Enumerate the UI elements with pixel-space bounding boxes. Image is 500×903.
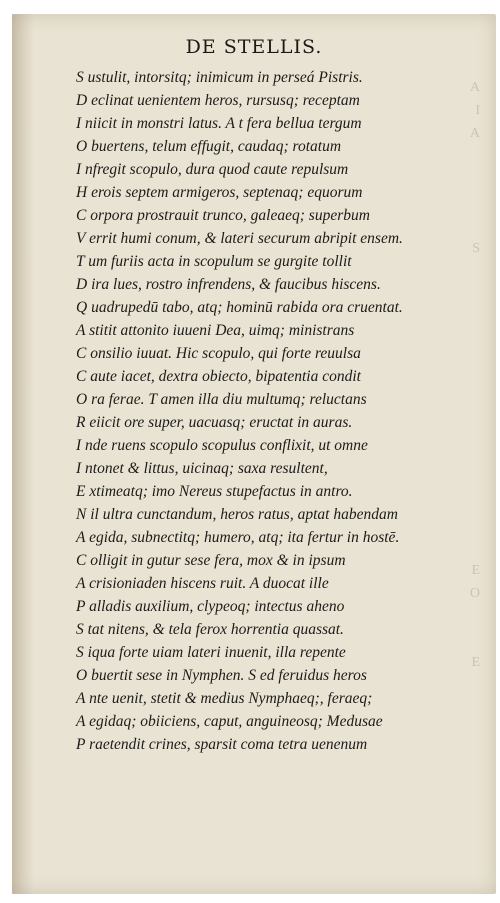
show-through-letter xyxy=(440,421,480,444)
verse-line: I nfregit scopulo, dura quod caute repulsum xyxy=(76,161,349,178)
verse-line: N il ultra cunctandum, heros ratus, aptat habendam xyxy=(76,506,398,523)
show-through-letter xyxy=(440,490,480,513)
show-through-letter xyxy=(440,145,480,168)
verse-line: E xtimeatq; imo Nereus stupefactus in antro. xyxy=(76,483,353,500)
show-through-letter xyxy=(440,306,480,329)
verse-line: D eclinat uenientem heros, rursusq; receptam xyxy=(76,92,360,109)
verse-line: C orpora prostrauit trunco, galeaeq; superbum xyxy=(76,207,370,224)
show-through-letter: S xyxy=(472,241,480,256)
show-through-letter xyxy=(440,283,480,306)
show-through-letter xyxy=(440,398,480,421)
show-through-letter xyxy=(440,605,480,628)
show-through-letter xyxy=(440,352,480,375)
verse-line: A egidaq; obiiciens, caput, anguineosq; Medusae xyxy=(76,713,383,730)
verse-line: S ustulit, intorsitq; inimicum in perseá Pistris. xyxy=(76,69,363,86)
book-page xyxy=(12,14,496,894)
verse-line: I nde ruens scopulo scopulus conflixit, ut omne xyxy=(76,437,368,454)
verse-line: A crisioniaden hiscens ruit. A duocat ille xyxy=(76,575,329,592)
verse-lines xyxy=(76,66,436,756)
verse-line: I niicit in monstri latus. A t fera bellua tergum xyxy=(76,115,362,132)
show-through-letter xyxy=(440,697,480,720)
running-head: DE STELLIS. xyxy=(185,36,323,58)
show-through-letter xyxy=(440,214,480,237)
gutter-shadow xyxy=(12,14,34,894)
verse-line: R eiicit ore super, uacuasq; eructat in auras. xyxy=(76,414,353,431)
verse-line: V errit humi conum, & lateri securum abripit ensem. xyxy=(76,230,403,247)
verse-line: P raetendit crines, sparsit coma tetra uenenum xyxy=(76,736,368,753)
show-through-letter: O xyxy=(469,586,480,601)
show-through-letter xyxy=(440,720,480,743)
show-through-letter xyxy=(440,467,480,490)
verse-line: I ntonet & littus, uicinaq; saxa resultent, xyxy=(76,460,328,477)
verse-line: T um furiis acta in scopulum se gurgite tollit xyxy=(76,253,352,270)
show-through-letter xyxy=(440,168,480,191)
verse-line: S tat nitens, & tela ferox horrentia quassat. xyxy=(76,621,344,638)
show-through-letter xyxy=(440,674,480,697)
verse-line: C olligit in gutur sese fera, mox & in ipsum xyxy=(76,552,346,569)
verse-line: O buertit sese in Nymphen. S ed feruidus heros xyxy=(76,667,367,684)
verse-line: D ira lues, rostro infrendens, & faucibus hiscens. xyxy=(76,276,381,293)
show-through-letter xyxy=(440,743,480,766)
show-through-letters xyxy=(440,76,480,766)
show-through-letter: A xyxy=(469,126,480,141)
verse-line: C onsilio iuuat. Hic scopulo, qui forte reuulsa xyxy=(76,345,361,362)
show-through-letter xyxy=(440,536,480,559)
show-through-letter xyxy=(440,260,480,283)
verse-line: O buertens, telum effugit, caudaq; rotatum xyxy=(76,138,342,155)
show-through-letter xyxy=(440,375,480,398)
show-through-letter: E xyxy=(471,655,480,670)
show-through-letter xyxy=(440,191,480,214)
verse-line: A stitit attonito iuueni Dea, uimq; ministrans xyxy=(76,322,355,339)
verse-line: C aute iacet, dextra obiecto, bipatentia condit xyxy=(76,368,361,385)
show-through-letter: A xyxy=(469,80,480,95)
verse-line: A nte uenit, stetit & medius Nymphaeq;, feraeq; xyxy=(76,690,373,707)
verse-line: P alladis auxilium, clypeoq; intectus aheno xyxy=(76,598,345,615)
show-through-letter xyxy=(440,513,480,536)
show-through-letter xyxy=(440,444,480,467)
verse-line: O ra ferae. T amen illa diu multumq; reluctans xyxy=(76,391,367,408)
verse-line: S iqua forte uiam lateri inuenit, illa repente xyxy=(76,644,346,661)
show-through-letter: I xyxy=(475,103,480,118)
show-through-letter xyxy=(440,628,480,651)
verse-line: Q uadrupedū tabo, atq; hominū rabida ora cruentat. xyxy=(76,299,403,316)
show-through-letter xyxy=(440,329,480,352)
show-through-letter: E xyxy=(471,563,480,578)
verse-line: A egida, subnectitq; humero, atq; ita fertur in hostē. xyxy=(76,529,400,546)
verse-line: H erois septem armigeros, septenaq; equorum xyxy=(76,184,363,201)
